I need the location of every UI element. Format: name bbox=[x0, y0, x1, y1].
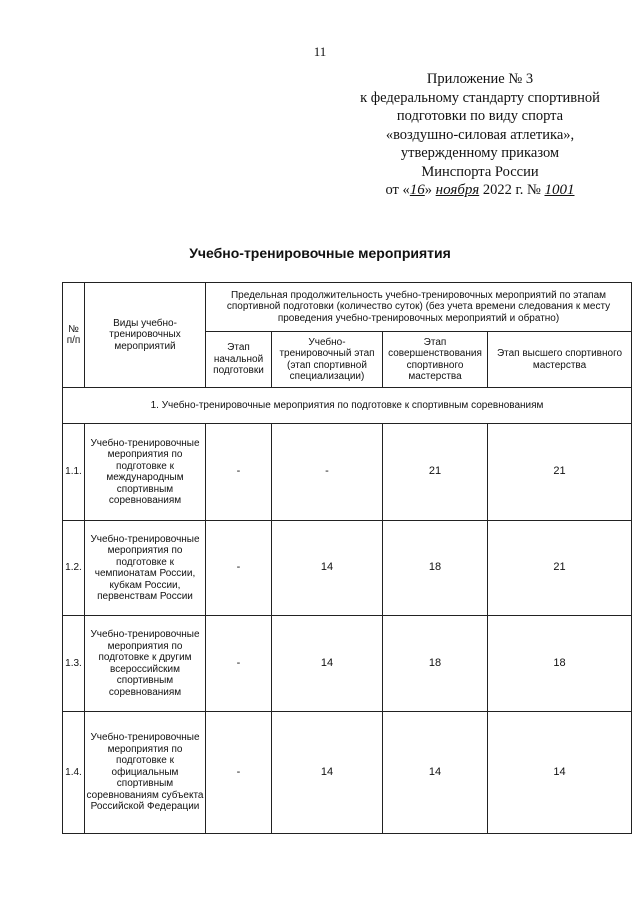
section-title: 1. Учебно-тренировочные мероприятия по подготовке к спортивным соревнованиям bbox=[63, 388, 632, 424]
header-stage-3: Этап совершенствования спортивного мастерства bbox=[383, 332, 488, 388]
appendix-line-6: Минспорта России bbox=[421, 163, 539, 180]
table-row bbox=[63, 521, 632, 616]
header-kind: Виды учебно-тренировочных мероприятий bbox=[85, 283, 206, 388]
date-mid: » bbox=[424, 182, 433, 198]
row-stage-1: - bbox=[206, 521, 272, 616]
date-month: ноября bbox=[435, 182, 480, 198]
row-kind: Учебно-тренировочные мероприятия по подготовке к международным спортивным соревнованиям bbox=[85, 424, 206, 521]
appendix-date-line bbox=[330, 181, 630, 200]
row-stage-3: 18 bbox=[383, 616, 488, 712]
row-stage-4: 14 bbox=[488, 712, 632, 834]
row-stage-4: 18 bbox=[488, 616, 632, 712]
document-title: Учебно-тренировочные мероприятия bbox=[189, 245, 451, 261]
row-num: 1.1. bbox=[63, 424, 85, 521]
table-row bbox=[63, 712, 632, 834]
date-day: 16 bbox=[409, 182, 425, 198]
header-stage-4: Этап высшего спортивного мастерства bbox=[488, 332, 632, 388]
appendix-block bbox=[330, 70, 630, 200]
row-stage-2: 14 bbox=[272, 712, 383, 834]
row-kind: Учебно-тренировочные мероприятия по подготовке к другим всероссийским спортивным соревнованиям bbox=[85, 616, 206, 712]
row-stage-2: 14 bbox=[272, 616, 383, 712]
page-number: 11 bbox=[313, 44, 327, 59]
row-stage-4: 21 bbox=[488, 424, 632, 521]
row-kind: Учебно-тренировочные мероприятия по подготовке к официальным спортивным соревнованиям субъекта Российской Федерации bbox=[85, 712, 206, 834]
date-year: 2022 г. № bbox=[482, 182, 541, 198]
events-table bbox=[62, 282, 632, 834]
row-stage-2: - bbox=[272, 424, 383, 521]
row-num: 1.4. bbox=[63, 712, 85, 834]
header-group: Предельная продолжительность учебно-тренировочных мероприятий по этапам спортивной подготовки (количество суток) (без учета времени следования к месту проведения учебно-тренировочных мероприятий и обратно) bbox=[206, 283, 632, 332]
row-kind: Учебно-тренировочные мероприятия по подготовке к чемпионатам России, кубкам России, первенствам России bbox=[85, 521, 206, 616]
row-stage-2: 14 bbox=[272, 521, 383, 616]
table-row bbox=[63, 424, 632, 521]
order-number: 1001 bbox=[544, 182, 575, 198]
date-prefix: от « bbox=[385, 182, 410, 198]
header-stage-1: Этап начальной подготовки bbox=[206, 332, 272, 388]
row-stage-1: - bbox=[206, 424, 272, 521]
row-stage-1: - bbox=[206, 712, 272, 834]
appendix-line-4: «воздушно-силовая атлетика», bbox=[385, 126, 575, 143]
appendix-line-2: к федеральному стандарту спортивной bbox=[360, 89, 600, 106]
row-num: 1.2. bbox=[63, 521, 85, 616]
row-num: 1.3. bbox=[63, 616, 85, 712]
appendix-line-3: подготовки по виду спорта bbox=[396, 108, 564, 124]
row-stage-3: 14 bbox=[383, 712, 488, 834]
row-stage-1: - bbox=[206, 616, 272, 712]
table-row bbox=[63, 616, 632, 712]
header-num: № п/п bbox=[63, 283, 85, 388]
appendix-line-5: утвержденному приказом bbox=[400, 145, 560, 161]
row-stage-3: 21 bbox=[383, 424, 488, 521]
appendix-line-1: Приложение № 3 bbox=[426, 71, 534, 87]
header-stage-2: Учебно-тренировочный этап (этап спортивной специализации) bbox=[272, 332, 383, 388]
row-stage-3: 18 bbox=[383, 521, 488, 616]
row-stage-4: 21 bbox=[488, 521, 632, 616]
